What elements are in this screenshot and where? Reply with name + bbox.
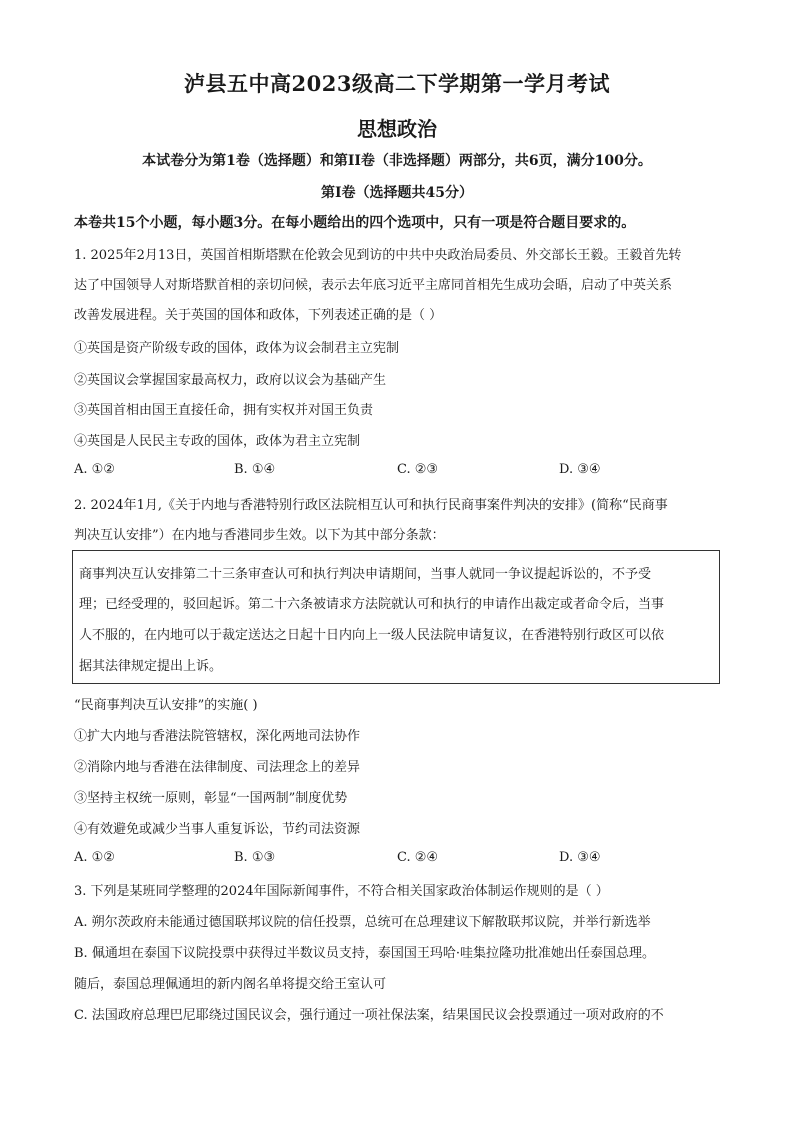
q3-option-a[interactable]: A. 朔尔茨政府未能通过德国联邦议院的信任投票，总统可在总理建议下解散联邦议院，并举行新选举	[74, 915, 651, 930]
q2-option-b[interactable]: B. ①③	[234, 850, 276, 865]
q1-item: ①英国是资产阶级专政的国体，政体为议会制君主立宪制	[74, 341, 400, 356]
exam-title: 泸县五中高2023级高二下学期第一学月考试	[184, 71, 610, 96]
q2-excerpt-line: 理；已经受理的，驳回起诉。第二十六条被请求方法院就认可和执行的申请作出裁定或者命令后，当事	[79, 597, 665, 612]
q3-option-c[interactable]: C. 法国政府总理巴尼耶绕过国民议会，强行通过一项社保法案，结果国民议会投票通过一项对政府的不	[74, 1008, 664, 1023]
q2-option-a[interactable]: A. ①②	[74, 850, 115, 865]
q1-option-b[interactable]: B. ①④	[234, 462, 276, 477]
q1-item: ③英国首相由国王直接任命，拥有实权并对国王负责	[74, 403, 374, 418]
section-instruction: 本卷共15个小题，每小题3分。在每小题给出的四个选项中，只有一项是符合题目要求的。	[74, 215, 636, 231]
q2-excerpt-box	[72, 550, 720, 684]
subject-title: 思想政治	[357, 117, 437, 141]
q2-excerpt-line: 商事判决互认安排第二十三条审查认可和执行判决申请期间，当事人就同一争议提起诉讼的，不予受	[79, 567, 652, 582]
q1-stem-line: 达了中国领导人对斯塔默首相的亲切问候，表示去年底习近平主席同首相先生成功会晤，启动了中英关系	[74, 278, 673, 293]
q1-stem-line: 改善发展进程。关于英国的国体和政体，下列表述正确的是（ ）	[74, 308, 443, 323]
q3-option-b[interactable]: B. 佩通坦在泰国下议院投票中获得过半数议员支持，泰国国王玛哈·哇集拉隆功批准她出任泰国总理。	[74, 946, 655, 961]
q3-option-b-continued: 随后，泰国总理佩通坦的新内阁名单将提交给王室认可	[74, 977, 387, 992]
q2-item: ④有效避免或减少当事人重复诉讼，节约司法资源	[74, 822, 361, 837]
q2-option-d[interactable]: D. ③④	[559, 850, 601, 865]
q2-stem-line: 判决互认安排”）在内地与香港同步生效。以下为其中部分条款：	[74, 528, 445, 543]
q1-options	[74, 462, 724, 482]
q2-item: ①扩大内地与香港法院管辖权，深化两地司法协作	[74, 729, 361, 744]
q2-options	[74, 850, 724, 870]
q2-item: ②消除内地与香港在法律制度、司法理念上的差异	[74, 760, 361, 775]
q2-option-c[interactable]: C. ②④	[397, 850, 439, 865]
q1-option-d[interactable]: D. ③④	[559, 462, 601, 477]
exam-intro: 本试卷分为第1卷（选择题）和第II卷（非选择题）两部分，共6页，满分100分。	[142, 153, 652, 169]
q2-excerpt-line: 据其法律规定提出上诉。	[79, 659, 223, 674]
q2-item: ③坚持主权统一原则，彰显“一国两制”制度优势	[74, 791, 348, 806]
q1-option-a[interactable]: A. ①②	[74, 462, 115, 477]
q1-item: ④英国是人民民主专政的国体，政体为君主立宪制	[74, 434, 361, 449]
section-heading: 第Ⅰ卷（选择题共45分）	[320, 185, 474, 201]
q1-stem-line: 1. 2025年2月13日，英国首相斯塔默在伦敦会见到访的中共中央政治局委员、外交部长王毅。王毅首先转	[74, 248, 682, 263]
q3-stem: 3. 下列是某班同学整理的2024年国际新闻事件，不符合相关国家政治体制运作规则的是（ ）	[74, 884, 609, 899]
q1-item: ②英国议会掌握国家最高权力，政府以议会为基础产生	[74, 373, 387, 388]
q2-question-stem: “民商事判决互认安排”的实施( )	[74, 698, 258, 713]
q2-stem-line: 2. 2024年1月,《关于内地与香港特别行政区法院相互认可和执行民商事案件判决的安排》(简称“民商事	[74, 498, 668, 513]
q1-option-c[interactable]: C. ②③	[397, 462, 439, 477]
q2-excerpt-line: 人不服的，在内地可以于裁定送达之日起十日内向上一级人民法院申请复议，在香港特别行政区可以依	[79, 628, 665, 643]
